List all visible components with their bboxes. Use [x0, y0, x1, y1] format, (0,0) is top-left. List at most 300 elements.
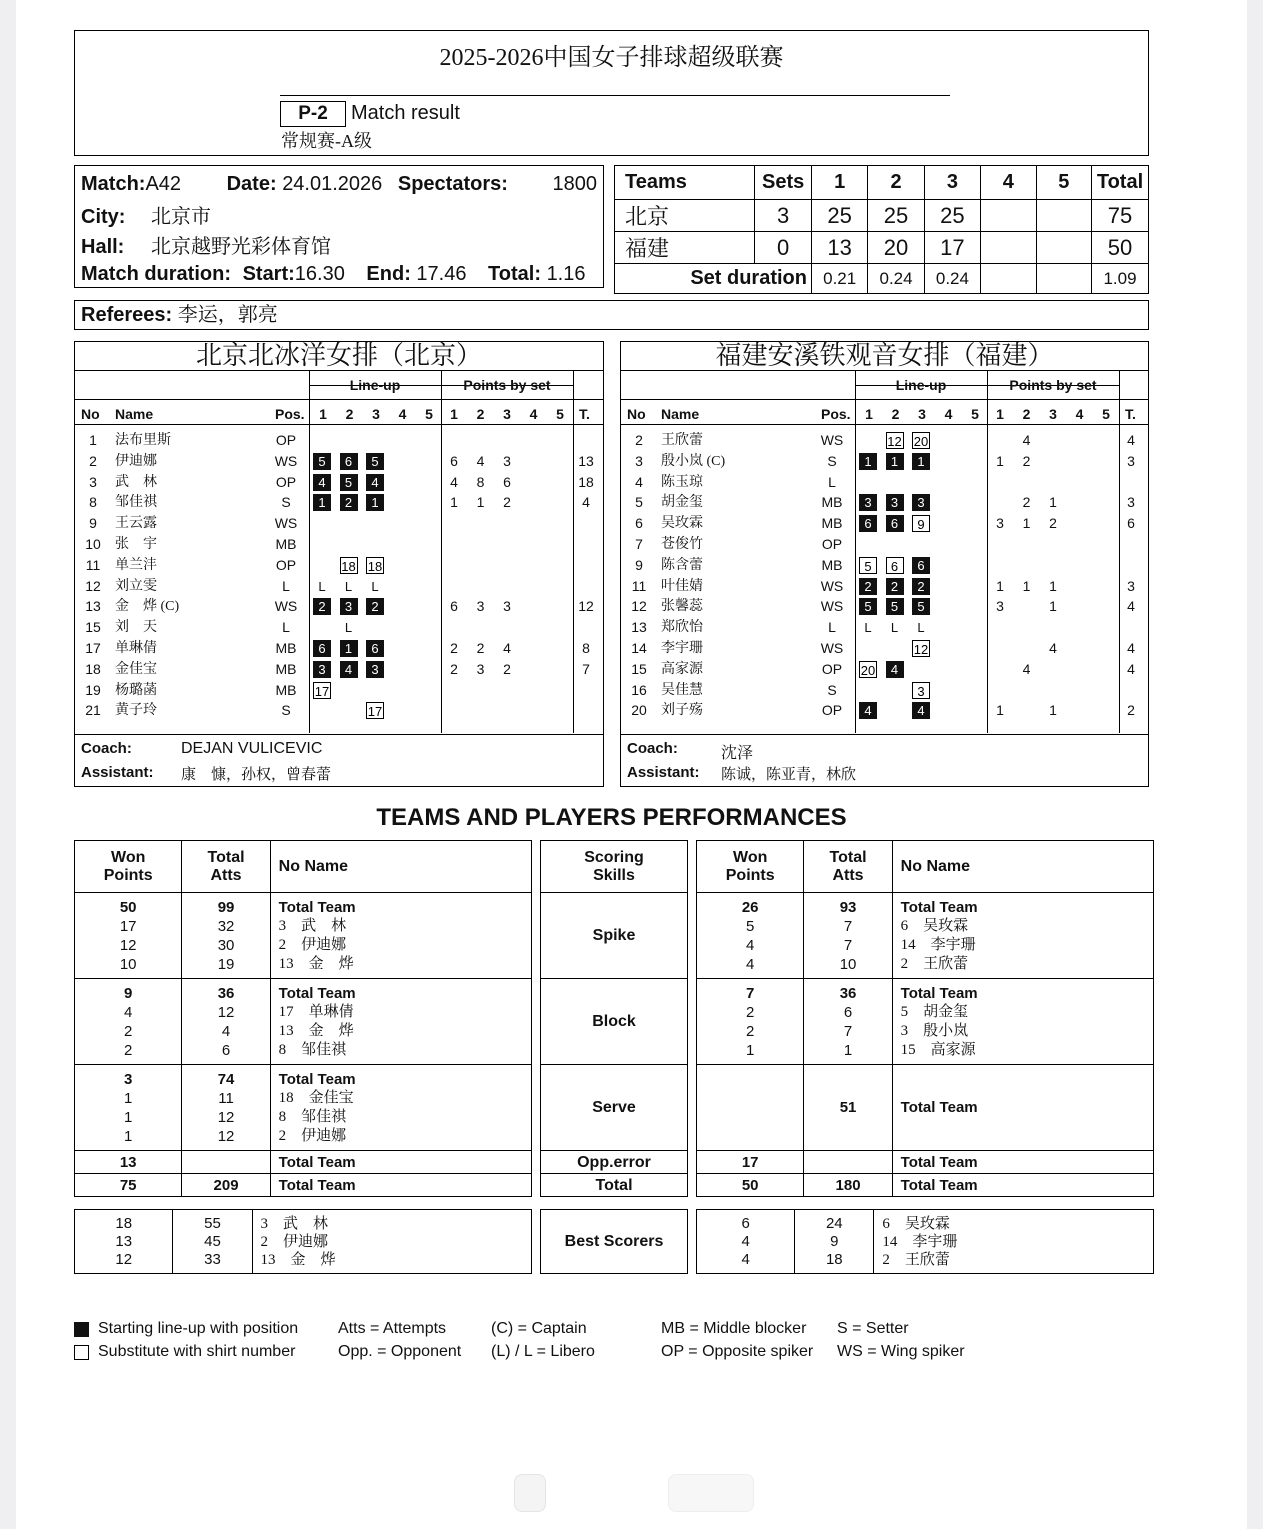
col-lineup-set: 2	[345, 406, 354, 422]
player-total: 4	[1127, 640, 1135, 656]
player-no: 10	[85, 536, 101, 552]
legend-atts: Atts = Attempts	[338, 1320, 447, 1337]
score-header-total: Total	[1092, 166, 1149, 200]
won-points-line: 2	[124, 1022, 133, 1040]
match-line	[81, 172, 508, 196]
points-by-set: 2	[503, 494, 511, 511]
points-by-set: 1	[996, 577, 1004, 594]
col-name: Name	[115, 406, 154, 422]
player-pos: S	[281, 702, 291, 719]
points-by-set: 6	[450, 598, 458, 615]
total-skill: Total	[541, 1174, 688, 1197]
total-value: 1.16	[546, 263, 586, 285]
won-points-line: 12	[119, 936, 137, 954]
player-pos: L	[828, 619, 836, 636]
player-no: 9	[635, 556, 643, 573]
points-by-set: 1	[1049, 494, 1057, 511]
player-total	[573, 534, 599, 555]
skill-name: Spike	[541, 893, 688, 979]
score-cell: 13	[811, 232, 867, 264]
points-by-set	[474, 700, 488, 721]
team-a-performance-table	[74, 840, 532, 1197]
best-scorers-row	[75, 1210, 532, 1274]
points-by-set	[500, 576, 514, 597]
player-pos: OP	[275, 432, 297, 448]
player-total: 3	[1127, 494, 1135, 511]
libero-mark: L	[318, 578, 326, 594]
starting-position-mark: 2	[340, 494, 358, 511]
points-by-set	[500, 555, 514, 576]
starting-position-mark: 6	[313, 640, 331, 657]
player-total: 7	[582, 660, 590, 677]
player-total: 13	[578, 452, 594, 469]
player-row	[621, 680, 1148, 701]
player-no: 1	[89, 432, 97, 448]
libero-mark: L	[864, 620, 872, 636]
points-by-set: 3	[996, 515, 1004, 532]
score-cell: 17	[924, 232, 980, 264]
points-by-set: 3	[476, 598, 485, 615]
city-line	[81, 205, 125, 229]
player-name: 金 烨 (C)	[115, 599, 180, 615]
score-header-sets: Sets	[755, 166, 812, 200]
player-total	[573, 617, 599, 638]
total-atts	[804, 1065, 892, 1151]
match-phase: 常规赛-A级	[281, 131, 372, 151]
roster-header-rule	[621, 399, 1148, 400]
points-by-set: 4	[1022, 432, 1031, 448]
player-row	[75, 472, 603, 493]
opp-error-atts	[804, 1151, 892, 1174]
points-by-set	[1020, 472, 1034, 493]
document-subtitle: Match result	[351, 102, 460, 124]
total-atts-line: 1	[843, 1041, 853, 1059]
player-name-line: Total Team	[900, 1099, 978, 1116]
player-name-line: Total Team	[278, 1070, 356, 1088]
points-by-set: 6	[503, 473, 511, 490]
player-pos: WS	[820, 598, 844, 615]
player-name: 张 宇	[115, 537, 157, 552]
score-cell: 75	[1092, 200, 1149, 232]
header-rule	[280, 95, 950, 96]
points-by-set	[993, 492, 1007, 513]
legend-op: OP = Opposite spiker	[661, 1343, 814, 1360]
opp-error-row	[75, 1151, 532, 1174]
set-duration-cell	[1036, 264, 1091, 294]
skills-header-row	[541, 841, 688, 893]
score-cell: 25	[868, 200, 924, 232]
player-row	[75, 659, 603, 680]
player-total: 8	[582, 640, 590, 656]
hall-value: 北京越野光彩体育馆	[151, 236, 331, 258]
won-points	[75, 1065, 182, 1151]
player-row	[75, 555, 603, 576]
player-names	[270, 893, 531, 979]
libero-mark: L	[917, 620, 925, 636]
starting-position-mark: 4	[912, 702, 930, 719]
libero-mark: L	[371, 578, 379, 594]
skill-row	[75, 893, 532, 979]
col-points-set: 4	[1075, 406, 1084, 422]
player-no: 19	[85, 681, 101, 698]
player-pos: MB	[275, 660, 297, 677]
lineup-header: Line-up	[895, 377, 947, 393]
player-row	[621, 492, 1148, 513]
points-header: Points by set	[463, 377, 551, 393]
perf-header-row	[75, 841, 532, 893]
scoring-skills-header: Scoring Skills	[541, 841, 688, 893]
points-by-set: 4	[1022, 660, 1031, 677]
skill-row	[75, 979, 532, 1065]
referees-value: 李运，郭亮	[177, 304, 278, 326]
total-atts-header: Total Atts	[182, 841, 270, 893]
best-atts-line: 9	[830, 1232, 839, 1250]
referees-label: Referees:	[81, 304, 173, 326]
starting-position-mark: 3	[859, 494, 877, 511]
total-atts-line: 93	[839, 898, 857, 916]
player-no: 12	[85, 577, 101, 594]
player-pos: OP	[275, 556, 297, 573]
player-name: 武 林	[115, 474, 157, 490]
player-row	[621, 617, 1148, 638]
player-name-line: 5 胡金玺	[900, 1003, 969, 1020]
starting-position-mark: 5	[886, 598, 904, 615]
player-name-line: Total Team	[278, 984, 356, 1002]
best-won	[75, 1210, 173, 1274]
col-points-set: 5	[556, 406, 564, 422]
substitute-number-mark: 17	[314, 683, 330, 699]
skill-name-row	[541, 979, 688, 1065]
total-won: 50	[697, 1174, 804, 1197]
points-by-set	[1046, 472, 1060, 493]
player-row	[75, 638, 603, 659]
player-row	[621, 555, 1148, 576]
score-team-name: 福建	[615, 232, 755, 264]
starting-position-mark: 5	[859, 598, 877, 615]
points-by-set	[993, 534, 1007, 555]
best-atts-line: 18	[825, 1250, 843, 1268]
col-no: No	[627, 406, 646, 422]
points-by-set	[447, 513, 461, 534]
score-cell: 25	[924, 200, 980, 232]
player-pos: L	[282, 577, 290, 594]
player-name-line: 18 金佳宝	[278, 1089, 354, 1106]
points-by-set	[1046, 451, 1060, 472]
best-won-line: 4	[741, 1250, 750, 1268]
starting-position-mark: 6	[859, 515, 877, 532]
player-no: 11	[85, 556, 101, 573]
points-by-set: 1	[1049, 702, 1057, 719]
points-by-set	[1046, 617, 1060, 638]
player-total: 18	[578, 473, 594, 490]
points-by-set: 2	[450, 660, 458, 677]
skill-name: Block	[541, 979, 688, 1065]
player-name: 胡金玺	[661, 495, 703, 511]
score-cell: 20	[868, 232, 924, 264]
total-atts: 180	[804, 1174, 892, 1197]
player-total: 4	[1127, 598, 1135, 615]
total-atts-line: 4	[221, 1022, 231, 1040]
points-by-set: 2	[1022, 452, 1031, 469]
player-row	[75, 430, 603, 451]
starting-position-mark: 4	[366, 474, 384, 491]
col-points-set: 3	[1049, 406, 1057, 422]
points-by-set	[447, 534, 461, 555]
starting-position-mark: 6	[912, 557, 930, 574]
points-by-set	[447, 576, 461, 597]
coach-label: Coach:	[627, 740, 678, 757]
score-header-row	[615, 166, 1149, 200]
player-pos: OP	[821, 660, 843, 677]
opp-error-name: Total Team	[270, 1151, 531, 1174]
player-pos: OP	[275, 473, 297, 490]
player-row	[621, 513, 1148, 534]
player-pos: OP	[821, 536, 843, 552]
player-pos: WS	[820, 432, 844, 448]
player-pos: S	[827, 452, 837, 469]
player-row	[621, 534, 1148, 555]
player-pos: S	[827, 681, 837, 698]
score-row-fujian	[615, 232, 1149, 264]
player-no: 21	[85, 702, 101, 719]
opp-error-skill: Opp.error	[541, 1151, 688, 1174]
points-by-set	[993, 555, 1007, 576]
points-by-set	[500, 680, 514, 701]
player-row	[75, 596, 603, 617]
competition-title: 2025-2026中国女子排球超级联赛	[439, 45, 784, 71]
player-row	[621, 659, 1148, 680]
libero-mark: L	[344, 620, 353, 636]
substitute-number-mark: 5	[859, 557, 877, 574]
player-names	[270, 979, 531, 1065]
score-cell	[981, 232, 1036, 264]
player-total	[573, 680, 599, 701]
points-by-set: 6	[450, 452, 458, 469]
col-pos: Pos.	[821, 406, 851, 422]
points-by-set	[474, 555, 488, 576]
player-names	[270, 1065, 531, 1151]
player-pos: MB	[275, 536, 297, 552]
best-atts	[173, 1210, 252, 1274]
points-by-set: 3	[503, 598, 511, 615]
points-by-set: 1	[1022, 515, 1031, 532]
coach-label: Coach:	[81, 740, 132, 757]
player-no: 20	[631, 702, 647, 719]
opp-error-won: 13	[75, 1151, 182, 1174]
player-no: 9	[89, 515, 97, 532]
total-atts: 209	[182, 1174, 270, 1197]
points-by-set	[1020, 555, 1034, 576]
libero-mark: L	[344, 578, 353, 594]
starting-position-mark: 4	[313, 474, 331, 491]
player-name: 吴玫霖	[661, 516, 703, 532]
player-name-line: 15 高家源	[900, 1041, 976, 1058]
player-name: 单琳倩	[115, 641, 157, 656]
points-by-set: 1	[1022, 577, 1031, 594]
total-atts-line: 12	[217, 1003, 235, 1021]
points-by-set: 1	[1049, 577, 1057, 594]
player-row	[621, 700, 1148, 721]
points-by-set	[1046, 659, 1060, 680]
player-name-line: 13 金 烨	[278, 955, 354, 972]
legend-starting: Starting line-up with position	[98, 1320, 299, 1337]
starting-position-mark: 2	[313, 598, 331, 615]
player-name: 叶佳婧	[661, 578, 703, 594]
start-value: 16.30	[294, 263, 345, 285]
total-atts-line: 7	[843, 936, 853, 954]
points-by-set: 3	[503, 452, 511, 469]
set-duration-cell	[981, 264, 1036, 294]
player-name-line: Total Team	[900, 898, 978, 916]
player-pos: L	[282, 619, 290, 636]
libero-mark: L	[890, 620, 899, 636]
team-b-roster	[620, 341, 1149, 787]
best-name-line: 13 金 烨	[260, 1251, 336, 1268]
team-title: 福建安溪铁观音女排（福建）	[621, 342, 1148, 371]
player-name-line: 3 殷小岚	[900, 1022, 969, 1039]
score-cell: 3	[755, 200, 812, 232]
player-pos: WS	[820, 577, 844, 594]
player-pos: MB	[821, 494, 843, 511]
player-total: 12	[578, 598, 594, 615]
won-points	[697, 1065, 804, 1151]
player-no: 4	[635, 473, 643, 490]
points-by-set: 2	[1049, 515, 1057, 532]
score-cell	[1036, 200, 1091, 232]
coach-name: 沈泽	[721, 745, 754, 762]
starting-position-mark: 2	[912, 578, 930, 595]
player-total: 4	[1127, 660, 1135, 677]
lineup-header: Line-up	[349, 377, 401, 393]
legend-mb: MB = Middle blocker	[661, 1320, 807, 1337]
player-row	[621, 638, 1148, 659]
player-name: 苍俊竹	[661, 537, 703, 552]
col-no: No	[81, 406, 100, 422]
points-by-set: 1	[996, 702, 1004, 719]
opp-error-won: 17	[697, 1151, 804, 1174]
points-by-set	[447, 617, 461, 638]
player-name: 陈玉琼	[661, 474, 703, 490]
col-points-set: 2	[476, 406, 485, 422]
points-by-set: 1	[996, 452, 1004, 469]
total-atts-line: 30	[217, 936, 235, 954]
player-names	[892, 1065, 1153, 1151]
player-no: 15	[631, 660, 647, 677]
player-row	[75, 534, 603, 555]
total-name: Total Team	[270, 1174, 531, 1197]
match-info-box	[74, 165, 604, 288]
assistant-label: Assistant:	[627, 764, 700, 781]
score-header-set4: 4	[981, 166, 1036, 200]
player-pos: MB	[821, 556, 843, 573]
legend-s: S = Setter	[837, 1320, 909, 1337]
best-atts-line: 33	[204, 1250, 221, 1268]
col-lineup-set: 4	[944, 406, 953, 422]
starting-position-mark: 3	[340, 598, 358, 615]
points-by-set	[500, 617, 514, 638]
skill-row	[75, 1065, 532, 1151]
player-name: 王欣蕾	[661, 433, 703, 448]
player-name-line: 2 王欣蕾	[900, 955, 969, 972]
points-by-set: 4	[1049, 640, 1057, 656]
points-by-set: 4	[476, 452, 485, 469]
player-row	[621, 596, 1148, 617]
total-atts-line: 12	[217, 1108, 235, 1126]
best-name-line: 2 伊迪娜	[260, 1233, 329, 1250]
total-atts	[182, 979, 270, 1065]
roster-colhead-rule	[75, 424, 603, 425]
score-row-beijing	[615, 200, 1149, 232]
points-by-set	[993, 680, 1007, 701]
skill-name: Serve	[541, 1065, 688, 1151]
col-total: T.	[579, 406, 590, 422]
set-duration-cell: 1.09	[1092, 264, 1149, 294]
won-points-line: 2	[746, 1022, 755, 1040]
points-by-set	[1020, 596, 1034, 617]
total-skill-row	[541, 1174, 688, 1197]
won-points-line: 4	[124, 1003, 133, 1021]
player-no: 6	[635, 515, 643, 532]
points-by-set: 1	[1049, 598, 1057, 615]
player-name: 王云露	[115, 516, 157, 532]
starting-position-mark: 3	[313, 661, 331, 678]
page-handle-icon[interactable]	[668, 1474, 754, 1512]
player-no: 11	[631, 577, 647, 594]
player-total: 3	[1127, 577, 1135, 594]
player-no: 14	[631, 640, 647, 656]
player-row	[621, 576, 1148, 597]
player-no: 3	[89, 473, 97, 490]
won-points-line: 5	[746, 917, 755, 935]
col-lineup-set: 4	[398, 406, 407, 422]
best-name-line: 2 王欣蕾	[882, 1251, 950, 1268]
player-total: 4	[1127, 432, 1135, 448]
player-no: 12	[631, 598, 647, 615]
points-by-set: 2	[1022, 494, 1031, 511]
duration-label: Match duration:	[81, 263, 231, 285]
opp-error-name: Total Team	[892, 1151, 1153, 1174]
set-duration-cell: 0.24	[924, 264, 980, 294]
end-label: End:	[366, 263, 411, 285]
player-total: 2	[1127, 702, 1135, 719]
player-total: 3	[1127, 452, 1135, 469]
total-atts	[804, 979, 892, 1065]
col-lineup-set: 1	[319, 406, 327, 422]
score-cell	[1036, 232, 1091, 264]
total-atts-line: 6	[221, 1041, 231, 1059]
player-name-line: 3 武 林	[278, 917, 347, 934]
total-atts-line: 7	[843, 917, 853, 935]
points-by-set: 4	[450, 473, 458, 490]
best-scorers-row	[697, 1210, 1154, 1274]
roster-header-rule	[75, 399, 603, 400]
won-points-line: 7	[746, 984, 755, 1002]
player-total	[1118, 534, 1144, 555]
player-no: 15	[85, 619, 101, 636]
best-won-line: 4	[741, 1232, 750, 1250]
scroll-handle-icon[interactable]	[514, 1474, 546, 1512]
col-points-set: 2	[1022, 406, 1031, 422]
points-header: Points by set	[1009, 377, 1097, 393]
player-no: 8	[89, 494, 97, 511]
set-duration-cell: 0.24	[868, 264, 924, 294]
substitute-square-icon	[74, 1345, 89, 1360]
col-lineup-set: 2	[891, 406, 900, 422]
scoring-skills-table	[540, 840, 688, 1197]
points-by-set	[500, 513, 514, 534]
player-pos: MB	[275, 681, 297, 698]
total-atts	[804, 893, 892, 979]
